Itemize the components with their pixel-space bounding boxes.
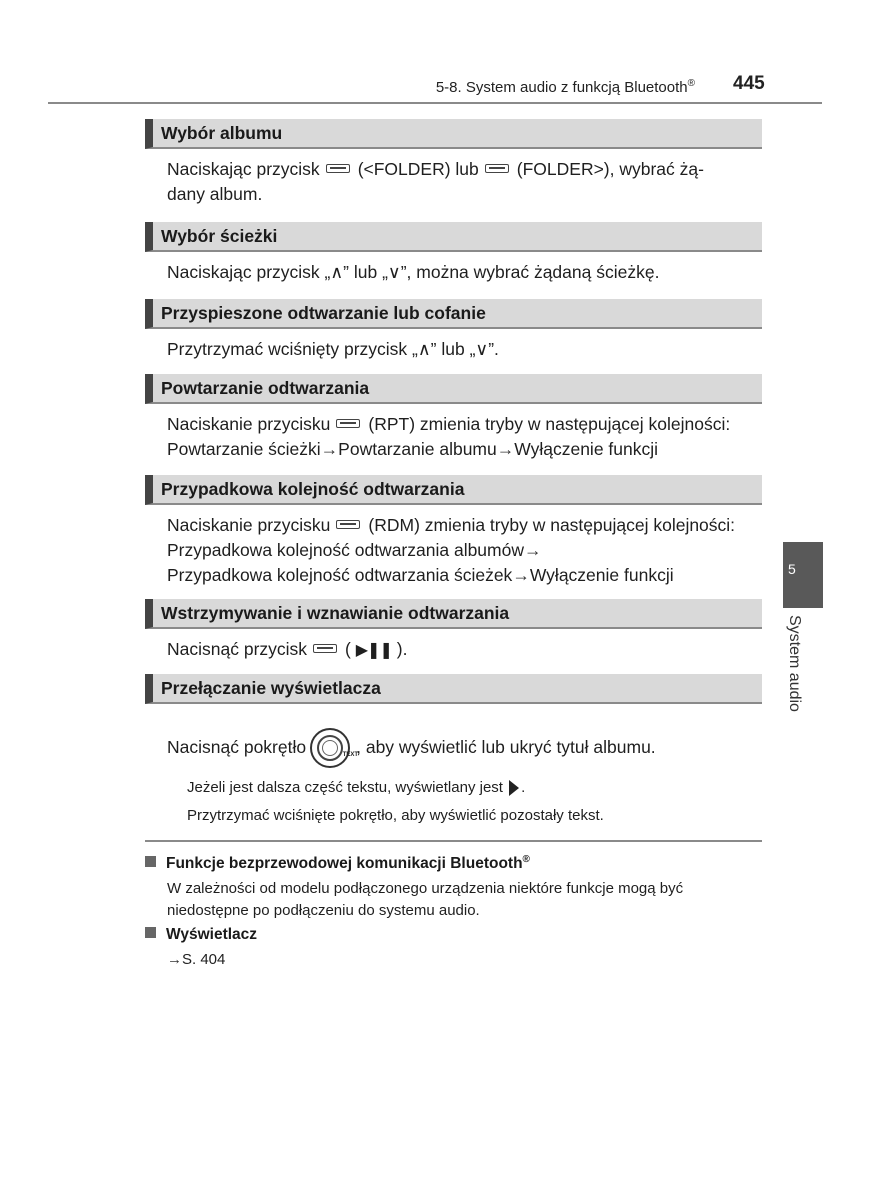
button-icon xyxy=(313,644,337,653)
button-icon xyxy=(326,164,350,173)
section-body: Naciskając przycisk „∧” lub „∨”, można wybrać żądaną ścieżkę. xyxy=(167,262,660,282)
body-text: Nacisnąć przycisk xyxy=(167,639,308,659)
section-body: Przytrzymać wciśnięty przycisk „∧” lub „∨”. xyxy=(167,339,499,359)
chapter-title-text: 5-8. System audio z funkcją Bluetooth xyxy=(435,79,688,96)
info-title xyxy=(145,925,765,945)
body-text: (FOLDER>), wybrać żą- xyxy=(516,159,704,179)
body-text: (RDM) zmienia tryby w następującej kolejności: xyxy=(368,515,736,535)
info-display xyxy=(145,925,765,971)
section-track-select xyxy=(145,222,762,285)
square-bullet-icon xyxy=(145,927,156,938)
info-text: W zależności od modelu podłączonego urządzenia niektóre funkcje mogą być niedostępne po podłączeniu do systemu audio. xyxy=(167,880,684,920)
body-text: Przypadkowa kolejność odtwarzania ścieżek xyxy=(167,565,513,585)
arrow-icon: → xyxy=(524,540,542,560)
arrow-icon: → xyxy=(512,565,530,585)
section-fast-forward xyxy=(145,299,762,362)
button-icon xyxy=(336,520,360,529)
body-text: Naciskając przycisk xyxy=(167,159,320,179)
note-text: Jeżeli jest dalsza część tekstu, wyświetlany jest xyxy=(187,779,503,796)
section-body xyxy=(145,157,762,207)
body-text: Nacisnąć pokrętło xyxy=(167,737,307,757)
button-icon xyxy=(336,419,360,428)
header-rule xyxy=(48,102,822,104)
page-number: 445 xyxy=(733,73,765,94)
body-text: ( xyxy=(345,639,351,659)
section-body xyxy=(145,412,762,462)
knob-label: TEXT xyxy=(342,752,359,759)
body-text: (RPT) zmienia tryby w następującej kolejności: xyxy=(368,414,731,434)
square-bullet-icon xyxy=(145,856,156,867)
more-text-arrow-icon xyxy=(509,780,519,796)
body-text: Naciskanie przycisku xyxy=(167,515,331,535)
section-random xyxy=(145,475,762,588)
section-repeat xyxy=(145,374,762,462)
play-pause-icon: ▶❚❚ xyxy=(355,642,392,659)
body-text: ). xyxy=(396,639,408,659)
section-body xyxy=(145,513,762,588)
section-pause-resume xyxy=(145,599,762,663)
chapter-tab-label: System audio xyxy=(786,615,803,712)
body-text: Powtarzanie albumu xyxy=(338,439,497,459)
section-heading: Wybór albumu xyxy=(145,119,762,149)
note-text: . xyxy=(521,779,526,796)
body-text: Przypadkowa kolejność odtwarzania albumów xyxy=(167,540,524,560)
registered-mark: ® xyxy=(687,78,695,89)
section-heading: Wstrzymywanie i wznawianie odtwarzania xyxy=(145,599,762,629)
arrow-icon: → xyxy=(496,439,515,459)
body-text: , aby wyświetlić lub ukryć tytuł albumu. xyxy=(356,737,656,757)
knob-icon xyxy=(310,728,359,768)
body-text: Wyłączenie funkcji xyxy=(529,565,674,585)
body-text: dany album. xyxy=(167,184,263,204)
section-body xyxy=(145,637,762,663)
section-heading: Przyspieszone odtwarzanie lub cofanie xyxy=(145,299,762,329)
chapter-title xyxy=(436,78,695,96)
body-text: Wyłączenie funkcji xyxy=(514,439,659,459)
section-heading: Powtarzanie odtwarzania xyxy=(145,374,762,404)
note-hold-knob: Przytrzymać wciśnięte pokrętło, aby wyświetlić pozostały tekst. xyxy=(187,807,604,824)
section-display-toggle xyxy=(145,674,762,826)
section-body xyxy=(145,724,762,770)
arrow-icon: → xyxy=(167,951,182,968)
body-text: (<FOLDER) lub xyxy=(357,159,479,179)
button-icon xyxy=(485,164,509,173)
note-more-text xyxy=(145,778,762,798)
section-album-select xyxy=(145,119,762,207)
info-bluetooth xyxy=(145,850,765,922)
body-text: Naciskanie przycisku xyxy=(167,414,331,434)
chapter-tab-number: 5 xyxy=(788,561,796,577)
info-title-text: Wyświetlacz xyxy=(166,926,258,943)
registered-mark: ® xyxy=(522,854,530,865)
section-divider xyxy=(145,840,762,842)
body-text: Powtarzanie ścieżki xyxy=(167,439,321,459)
section-heading: Przełączanie wyświetlacza xyxy=(145,674,762,704)
arrow-icon: → xyxy=(320,439,339,459)
info-text xyxy=(145,949,765,971)
info-title xyxy=(145,850,765,874)
page-reference: S. 404 xyxy=(182,951,226,968)
section-heading: Przypadkowa kolejność odtwarzania xyxy=(145,475,762,505)
info-title-text: Funkcje bezprzewodowej komunikacji Bluetooth xyxy=(166,855,523,873)
section-heading: Wybór ścieżki xyxy=(145,222,762,252)
